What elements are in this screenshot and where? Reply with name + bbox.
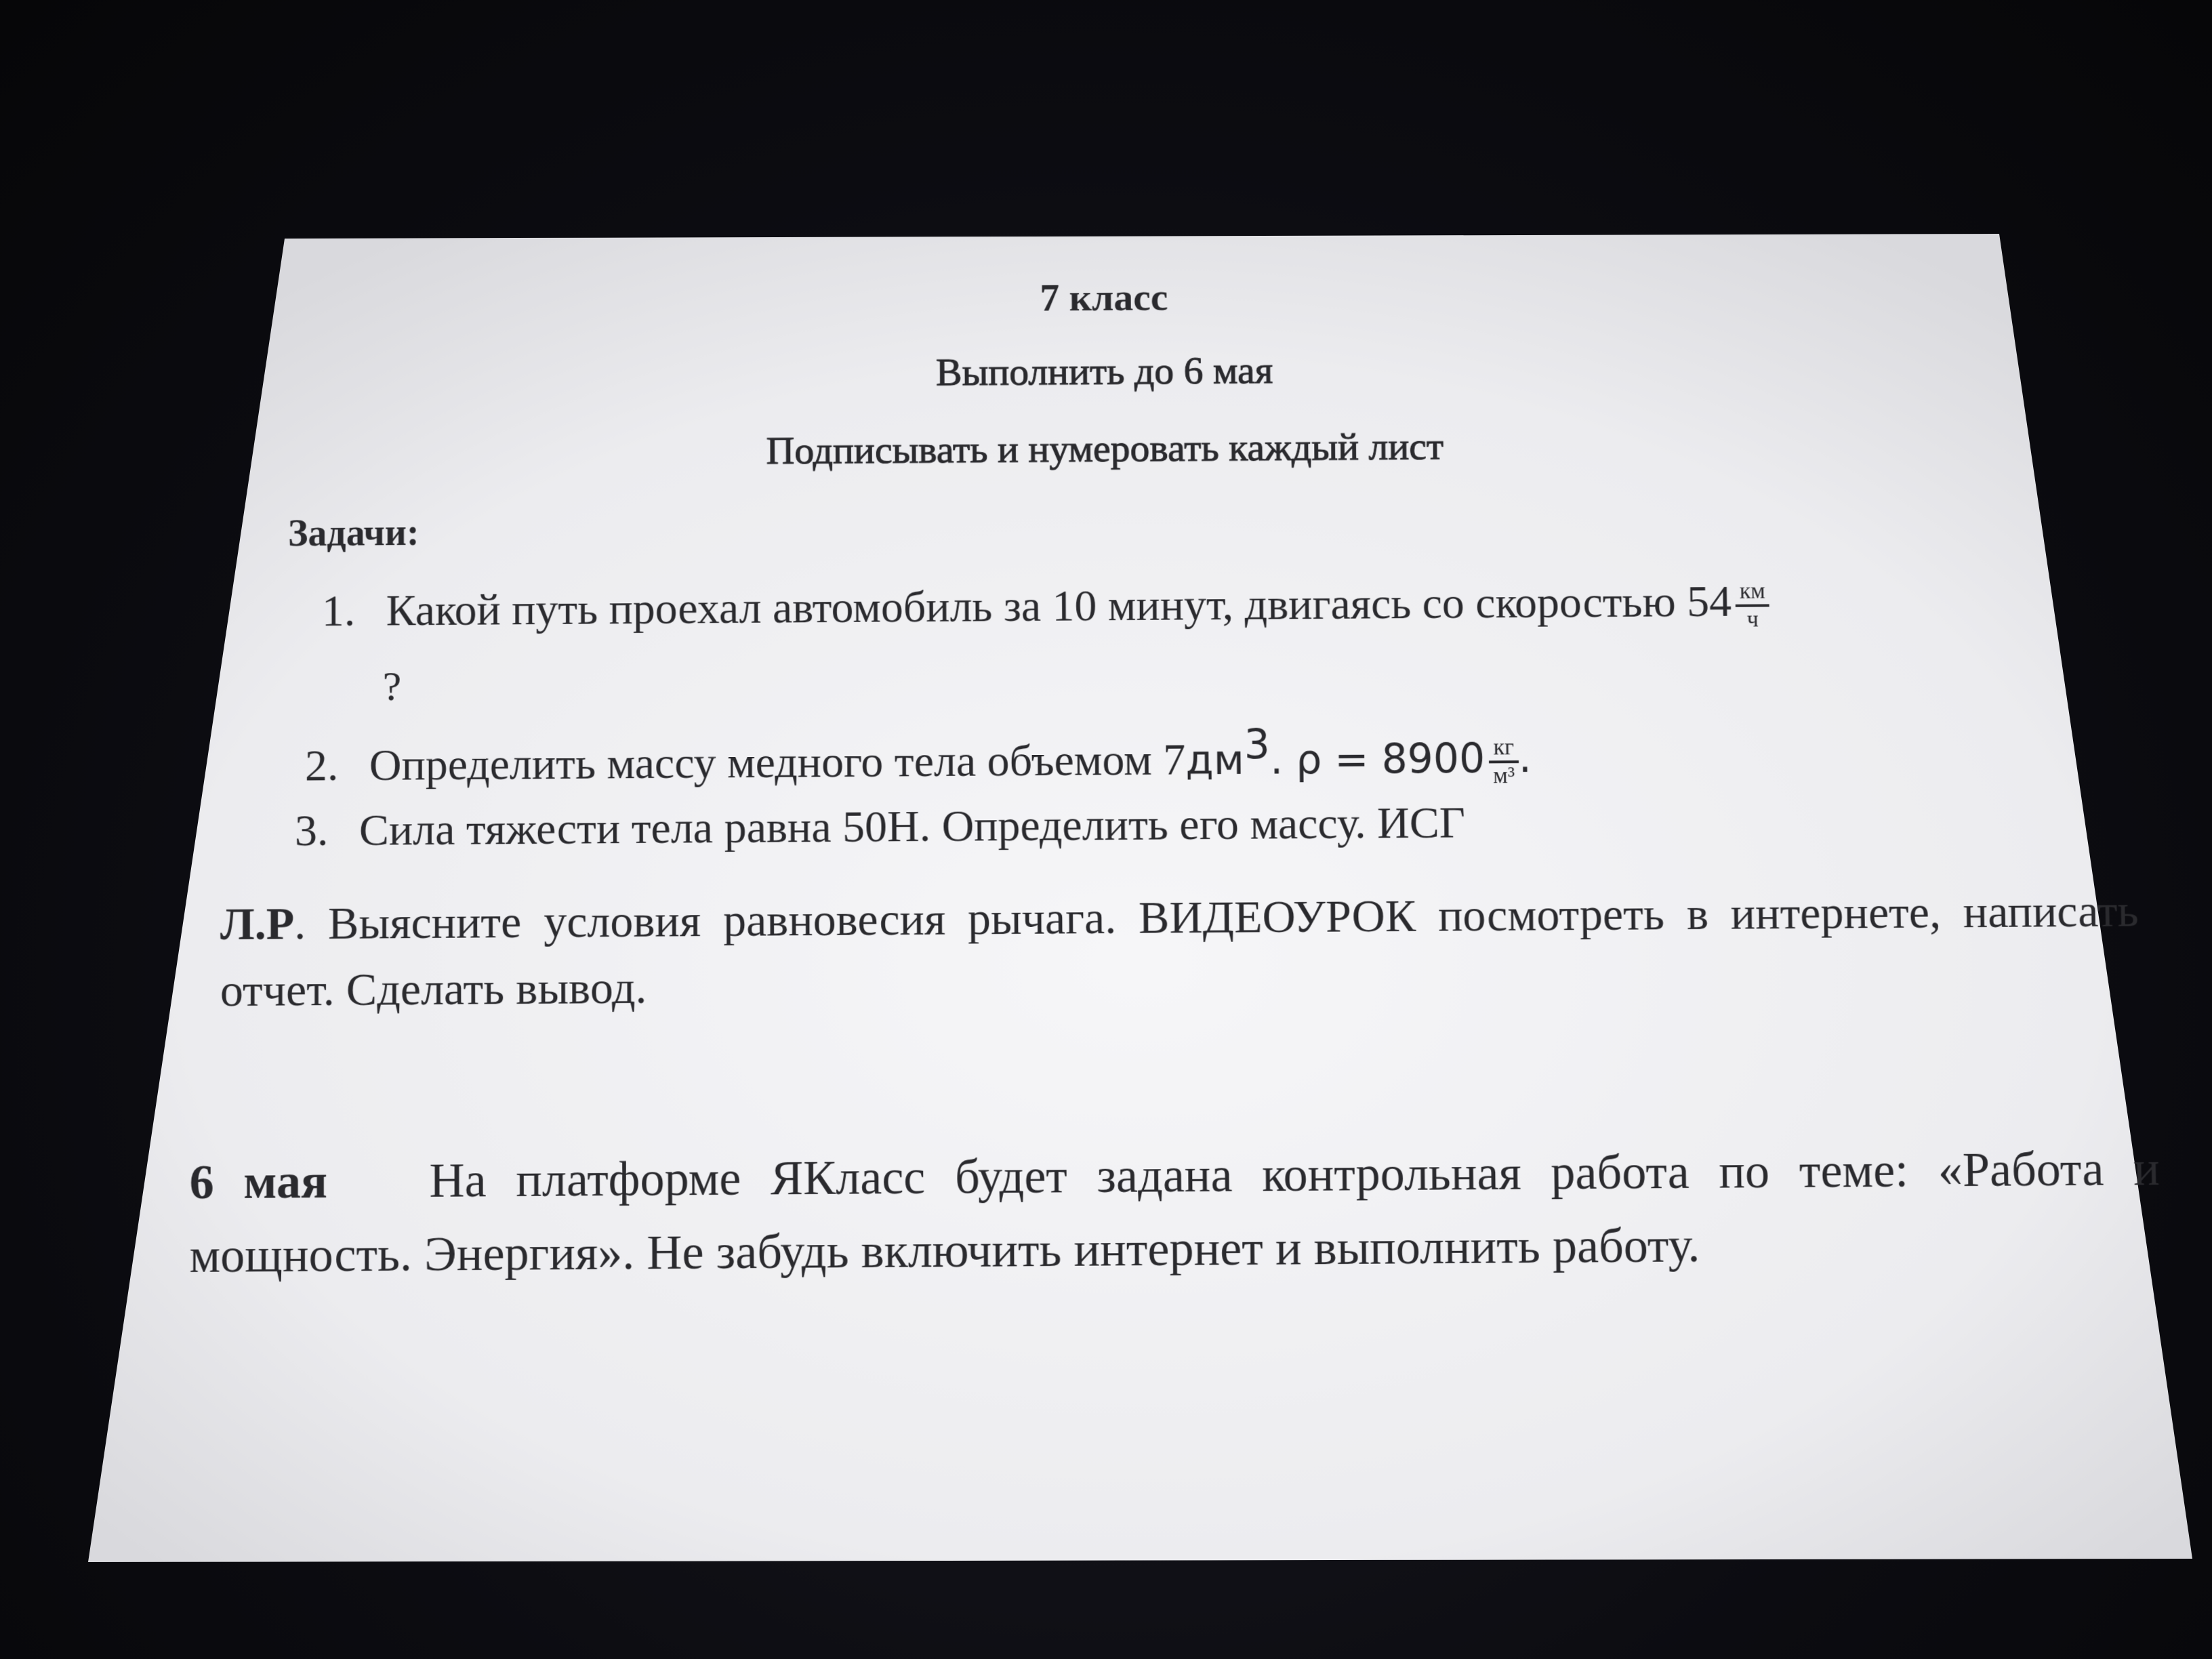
due-date: Выполнить до 6 мая [935,348,1273,394]
announcement-date: 6 мая [189,1153,328,1210]
lab-work-text: . Выясните условия равновесия рычага. ВИДЕОУРОК посмотреть в интернете, написать отчет. Сделать вывод. [220,884,2139,1017]
fraction-denominator: м³ [1493,762,1515,789]
task-number: 3. [294,806,329,856]
task-tail: . [1518,735,1532,783]
task-text: Какой путь проехал автомобиль за 10 минут, двигаясь со скоростью 54 [386,577,1732,636]
task-1-question-mark: ? [382,663,402,710]
task-2 [305,719,1532,797]
density-unit-fraction [1489,735,1519,789]
lab-work-paragraph [220,877,2140,1023]
class-title: 7 класс [1040,274,1168,320]
task-text: Определить массу медного тела объемом 7 [369,735,1186,790]
fraction-denominator: ч [1746,607,1759,632]
task-3 [295,798,1465,857]
tasks-heading: Задачи: [287,512,419,555]
task-number: 2. [304,741,339,791]
announcement-paragraph [189,1132,2161,1292]
volume-unit: дм [1185,737,1245,785]
speed-unit-fraction [1736,579,1770,632]
task-number: 1. [321,586,356,636]
document [107,234,2160,1555]
announcement-text: На платформе ЯКласс будет задана контрольная работа по теме: «Работа и мощность. Энергия». Не забудь включить интернет и выполнить работу. [189,1141,2160,1284]
fraction-numerator: кг [1489,735,1519,764]
density-formula: . ρ = 8900 [1269,735,1486,784]
fraction-numerator: км [1736,579,1769,607]
task-1 [322,576,1770,642]
volume-exponent: 3 [1244,720,1271,769]
task-text: Сила тяжести тела равна 50Н. Определить его массу. ИСГ [359,798,1466,855]
lab-work-label: Л.Р [220,897,295,950]
signing-instruction: Подписывать и нумеровать каждый лист [766,424,1444,473]
